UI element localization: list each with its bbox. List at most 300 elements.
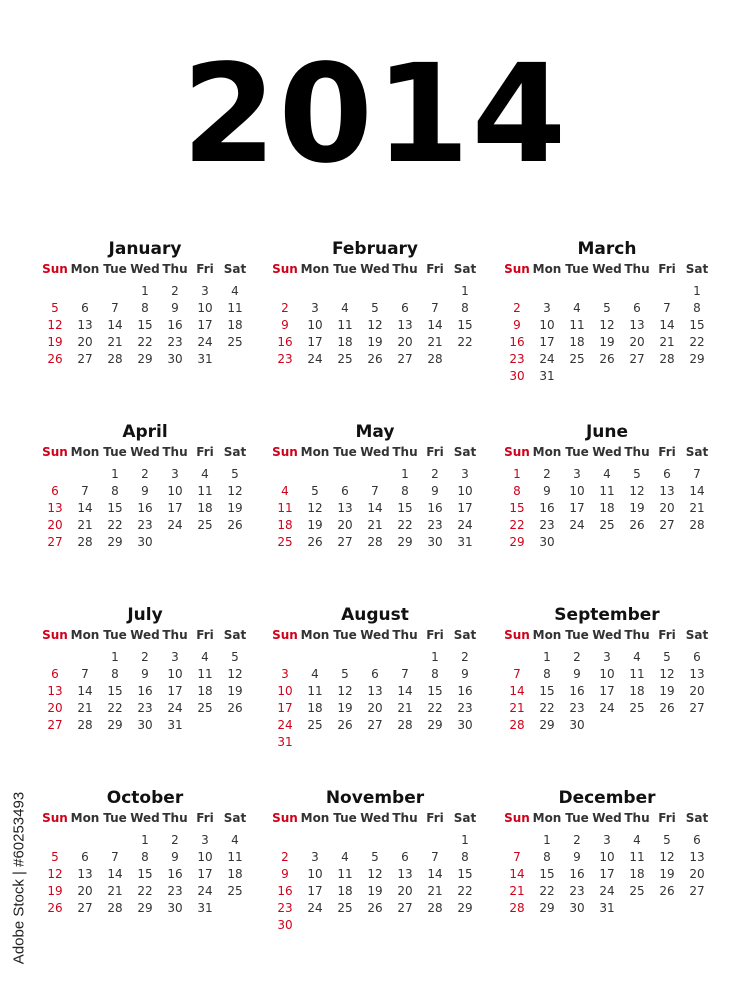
day-cell: 8 [141,301,149,315]
day-cell: 18 [337,884,353,898]
day-cell: 30 [457,718,473,732]
week-row [40,900,250,917]
day-cell: 29 [107,718,123,732]
day-cell: 14 [509,867,525,881]
day-cell: 12 [367,318,383,332]
weekday-label: Sun [272,628,298,642]
day-cell: 7 [431,850,439,864]
weekday-label: Thu [392,628,418,642]
day-cell: 16 [277,884,293,898]
day-cell: 30 [569,718,585,732]
day-cell: 27 [397,901,413,915]
day-cell: 13 [397,867,413,881]
day-cell: 16 [167,867,183,881]
day-cell: 6 [371,667,379,681]
weekday-label: Mon [300,445,330,459]
day-cell: 12 [307,501,323,515]
day-cell: 11 [277,501,293,515]
weekday-header [40,810,250,826]
day-cell: 19 [629,501,645,515]
day-cell: 14 [689,484,705,498]
day-cell: 6 [633,301,641,315]
day-cell: 7 [693,467,701,481]
day-cell: 20 [659,501,675,515]
day-cell: 16 [509,335,525,349]
day-cell: 28 [77,535,93,549]
day-cell: 13 [47,501,63,515]
day-cell: 3 [603,650,611,664]
week-row [270,683,480,700]
day-cell: 29 [689,352,705,366]
weekday-label: Sun [42,262,68,276]
weekday-label: Tue [565,262,589,276]
day-cell: 18 [337,335,353,349]
weekday-label: Sun [272,262,298,276]
day-cell: 21 [397,701,413,715]
day-cell: 18 [227,867,243,881]
weekday-label: Sun [42,628,68,642]
day-cell: 20 [47,701,63,715]
day-cell: 25 [569,352,585,366]
day-cell: 24 [307,901,323,915]
day-cell: 17 [307,884,323,898]
month-january [40,238,250,368]
day-cell: 4 [281,484,289,498]
weekday-label: Wed [592,811,622,825]
day-cell: 9 [171,301,179,315]
day-cell: 15 [137,318,153,332]
weekday-label: Thu [624,811,650,825]
day-cell: 23 [569,884,585,898]
week-row [502,666,712,683]
day-cell: 8 [461,301,469,315]
day-cell: 24 [197,335,213,349]
week-row [502,700,712,717]
week-row [270,466,480,483]
day-cell: 1 [141,284,149,298]
week-row [40,300,250,317]
weekday-label: Sun [504,811,530,825]
day-cell: 25 [307,718,323,732]
weekday-label: Tue [333,811,357,825]
day-cell: 26 [227,701,243,715]
month-name: June [585,422,629,442]
day-cell: 7 [431,301,439,315]
day-cell: 16 [137,501,153,515]
weekday-header [502,261,712,277]
day-cell: 19 [47,335,63,349]
day-cell: 21 [427,884,443,898]
day-cell: 20 [629,335,645,349]
day-cell: 31 [599,901,615,915]
day-cell: 25 [629,701,645,715]
day-cell: 28 [689,518,705,532]
weekday-label: Sun [504,445,530,459]
day-cell: 29 [457,901,473,915]
day-cell: 3 [461,467,469,481]
day-cell: 22 [539,884,555,898]
week-row [502,517,712,534]
day-cell: 15 [107,684,123,698]
week-row [40,317,250,334]
weekday-label: Fri [426,811,444,825]
weekday-label: Sat [685,628,709,642]
day-cell: 23 [137,701,153,715]
day-cell: 12 [337,684,353,698]
weekday-label: Fri [426,262,444,276]
weekday-label: Fri [658,628,676,642]
day-cell: 12 [227,667,243,681]
weekday-label: Sun [504,262,530,276]
weekday-label: Mon [70,445,100,459]
day-cell: 5 [231,467,239,481]
week-row [270,351,480,368]
weekday-label: Sat [685,811,709,825]
day-cell: 18 [599,501,615,515]
weekday-label: Fri [658,445,676,459]
day-cell: 3 [171,650,179,664]
day-cell: 19 [599,335,615,349]
day-cell: 7 [371,484,379,498]
day-cell: 24 [307,352,323,366]
day-cell: 13 [689,667,705,681]
month-name: April [122,422,168,442]
day-cell: 13 [337,501,353,515]
day-cell: 26 [307,535,323,549]
day-cell: 6 [401,850,409,864]
day-cell: 11 [337,318,353,332]
day-cell: 4 [633,650,641,664]
day-cell: 23 [509,352,525,366]
day-cell: 9 [431,484,439,498]
day-cell: 27 [337,535,353,549]
day-cell: 26 [367,901,383,915]
weekday-label: Tue [565,628,589,642]
day-cell: 11 [599,484,615,498]
day-cell: 17 [457,501,473,515]
day-cell: 18 [197,501,213,515]
day-cell: 19 [367,335,383,349]
day-cell: 21 [427,335,443,349]
week-row [502,900,712,917]
week-row [270,334,480,351]
week-row [40,517,250,534]
week-row [40,666,250,683]
day-cell: 10 [307,867,323,881]
week-row [270,483,480,500]
day-cell: 20 [337,518,353,532]
day-cell: 23 [137,518,153,532]
day-cell: 21 [509,701,525,715]
week-row [270,849,480,866]
day-cell: 16 [167,318,183,332]
day-cell: 15 [539,867,555,881]
day-cell: 6 [401,301,409,315]
day-cell: 11 [197,484,213,498]
day-cell: 28 [659,352,675,366]
week-row [270,734,480,751]
week-row [502,368,712,385]
weekday-label: Thu [392,262,418,276]
week-row [502,649,712,666]
weekday-header [270,810,480,826]
day-cell: 7 [401,667,409,681]
week-row [270,534,480,551]
day-cell: 27 [367,718,383,732]
weekday-label: Thu [162,628,188,642]
day-cell: 22 [509,518,525,532]
day-cell: 23 [277,901,293,915]
week-row [40,649,250,666]
day-cell: 14 [427,867,443,881]
weekday-label: Tue [333,445,357,459]
weekday-label: Mon [532,445,562,459]
day-cell: 18 [277,518,293,532]
weekday-label: Tue [103,628,127,642]
day-cell: 21 [107,335,123,349]
day-cell: 10 [277,684,293,698]
day-cell: 11 [629,850,645,864]
month-name: November [325,788,425,808]
week-row [502,883,712,900]
week-row [270,283,480,300]
weekday-label: Fri [196,811,214,825]
day-cell: 2 [141,650,149,664]
day-cell: 19 [227,501,243,515]
day-cell: 2 [513,301,521,315]
month-march [502,238,712,385]
day-cell: 3 [311,850,319,864]
week-row [502,483,712,500]
day-cell: 29 [539,901,555,915]
day-cell: 1 [543,833,551,847]
weekday-label: Thu [624,262,650,276]
day-cell: 21 [107,884,123,898]
day-cell: 29 [539,718,555,732]
day-cell: 3 [573,467,581,481]
day-cell: 11 [227,850,243,864]
week-row [502,717,712,734]
day-cell: 15 [457,867,473,881]
day-cell: 19 [47,884,63,898]
day-cell: 18 [629,684,645,698]
day-cell: 3 [543,301,551,315]
day-cell: 10 [307,318,323,332]
day-cell: 13 [367,684,383,698]
weekday-label: Thu [162,445,188,459]
day-cell: 22 [457,335,473,349]
month-name: September [554,605,660,625]
month-name: February [331,239,419,259]
weekday-label: Tue [103,445,127,459]
day-cell: 1 [141,833,149,847]
day-cell: 8 [543,850,551,864]
day-cell: 16 [427,501,443,515]
weekday-label: Wed [360,628,390,642]
day-cell: 30 [167,352,183,366]
weekday-header [40,444,250,460]
week-row [502,866,712,883]
day-cell: 30 [509,369,525,383]
day-cell: 30 [277,918,293,932]
week-row [502,317,712,334]
day-cell: 6 [51,667,59,681]
day-cell: 28 [107,352,123,366]
week-row [40,283,250,300]
day-cell: 31 [457,535,473,549]
weekday-label: Wed [130,811,160,825]
weekday-label: Thu [624,445,650,459]
day-cell: 9 [573,850,581,864]
day-cell: 14 [509,684,525,698]
day-cell: 26 [599,352,615,366]
day-cell: 14 [107,867,123,881]
weekday-label: Tue [565,811,589,825]
month-october [40,787,250,917]
day-cell: 5 [231,650,239,664]
weekday-label: Sun [42,811,68,825]
day-cell: 3 [603,833,611,847]
day-cell: 9 [141,484,149,498]
day-cell: 14 [397,684,413,698]
day-cell: 1 [693,284,701,298]
day-cell: 6 [663,467,671,481]
week-row [502,283,712,300]
weekday-label: Thu [162,262,188,276]
weekday-label: Thu [392,445,418,459]
weekday-label: Fri [658,811,676,825]
weekday-label: Fri [658,262,676,276]
day-cell: 8 [111,484,119,498]
day-cell: 19 [337,701,353,715]
day-cell: 24 [167,518,183,532]
day-cell: 26 [629,518,645,532]
day-cell: 9 [281,318,289,332]
month-november [270,787,480,934]
day-cell: 10 [457,484,473,498]
day-cell: 16 [569,684,585,698]
day-cell: 2 [431,467,439,481]
day-cell: 20 [397,884,413,898]
day-cell: 7 [111,850,119,864]
day-cell: 14 [427,318,443,332]
weekday-label: Sat [453,811,477,825]
weekday-label: Mon [300,811,330,825]
day-cell: 9 [573,667,581,681]
day-cell: 6 [341,484,349,498]
day-cell: 22 [107,518,123,532]
weekday-label: Mon [532,262,562,276]
day-cell: 31 [277,735,293,749]
day-cell: 16 [457,684,473,698]
week-row [502,300,712,317]
day-cell: 13 [77,318,93,332]
day-cell: 23 [569,701,585,715]
day-cell: 1 [513,467,521,481]
day-cell: 5 [51,850,59,864]
month-name: October [106,788,184,808]
day-cell: 22 [397,518,413,532]
day-cell: 6 [81,301,89,315]
day-cell: 1 [111,650,119,664]
day-cell: 17 [539,335,555,349]
day-cell: 27 [659,518,675,532]
day-cell: 5 [603,301,611,315]
day-cell: 29 [427,718,443,732]
day-cell: 15 [397,501,413,515]
day-cell: 27 [397,352,413,366]
day-cell: 4 [311,667,319,681]
day-cell: 4 [341,301,349,315]
day-cell: 15 [689,318,705,332]
week-row [40,883,250,900]
day-cell: 25 [197,701,213,715]
day-cell: 13 [689,850,705,864]
day-cell: 18 [227,318,243,332]
day-cell: 15 [107,501,123,515]
day-cell: 18 [569,335,585,349]
day-cell: 13 [77,867,93,881]
month-name: July [127,605,163,625]
week-row [40,683,250,700]
day-cell: 2 [573,833,581,847]
week-row [40,500,250,517]
day-cell: 31 [539,369,555,383]
day-cell: 9 [281,867,289,881]
weekday-label: Thu [162,811,188,825]
day-cell: 23 [457,701,473,715]
day-cell: 8 [431,667,439,681]
weekday-header [40,261,250,277]
weekday-label: Sat [223,811,247,825]
week-row [40,717,250,734]
day-cell: 28 [427,901,443,915]
weekday-label: Mon [70,811,100,825]
day-cell: 17 [197,867,213,881]
day-cell: 4 [341,850,349,864]
day-cell: 12 [227,484,243,498]
day-cell: 21 [77,701,93,715]
day-cell: 20 [47,518,63,532]
week-row [40,866,250,883]
day-cell: 15 [509,501,525,515]
day-cell: 22 [457,884,473,898]
day-cell: 12 [367,867,383,881]
day-cell: 25 [227,335,243,349]
weekday-label: Sat [223,262,247,276]
day-cell: 15 [457,318,473,332]
weekday-label: Wed [360,262,390,276]
day-cell: 6 [693,650,701,664]
month-december [502,787,712,917]
day-cell: 23 [167,335,183,349]
week-row [270,717,480,734]
day-cell: 5 [633,467,641,481]
day-cell: 8 [693,301,701,315]
weekday-label: Mon [300,628,330,642]
day-cell: 15 [539,684,555,698]
weekday-label: Mon [532,811,562,825]
day-cell: 25 [337,352,353,366]
day-cell: 16 [137,684,153,698]
day-cell: 27 [689,701,705,715]
day-cell: 22 [137,335,153,349]
day-cell: 21 [689,501,705,515]
day-cell: 3 [311,301,319,315]
day-cell: 20 [77,335,93,349]
day-cell: 1 [401,467,409,481]
day-cell: 29 [137,352,153,366]
